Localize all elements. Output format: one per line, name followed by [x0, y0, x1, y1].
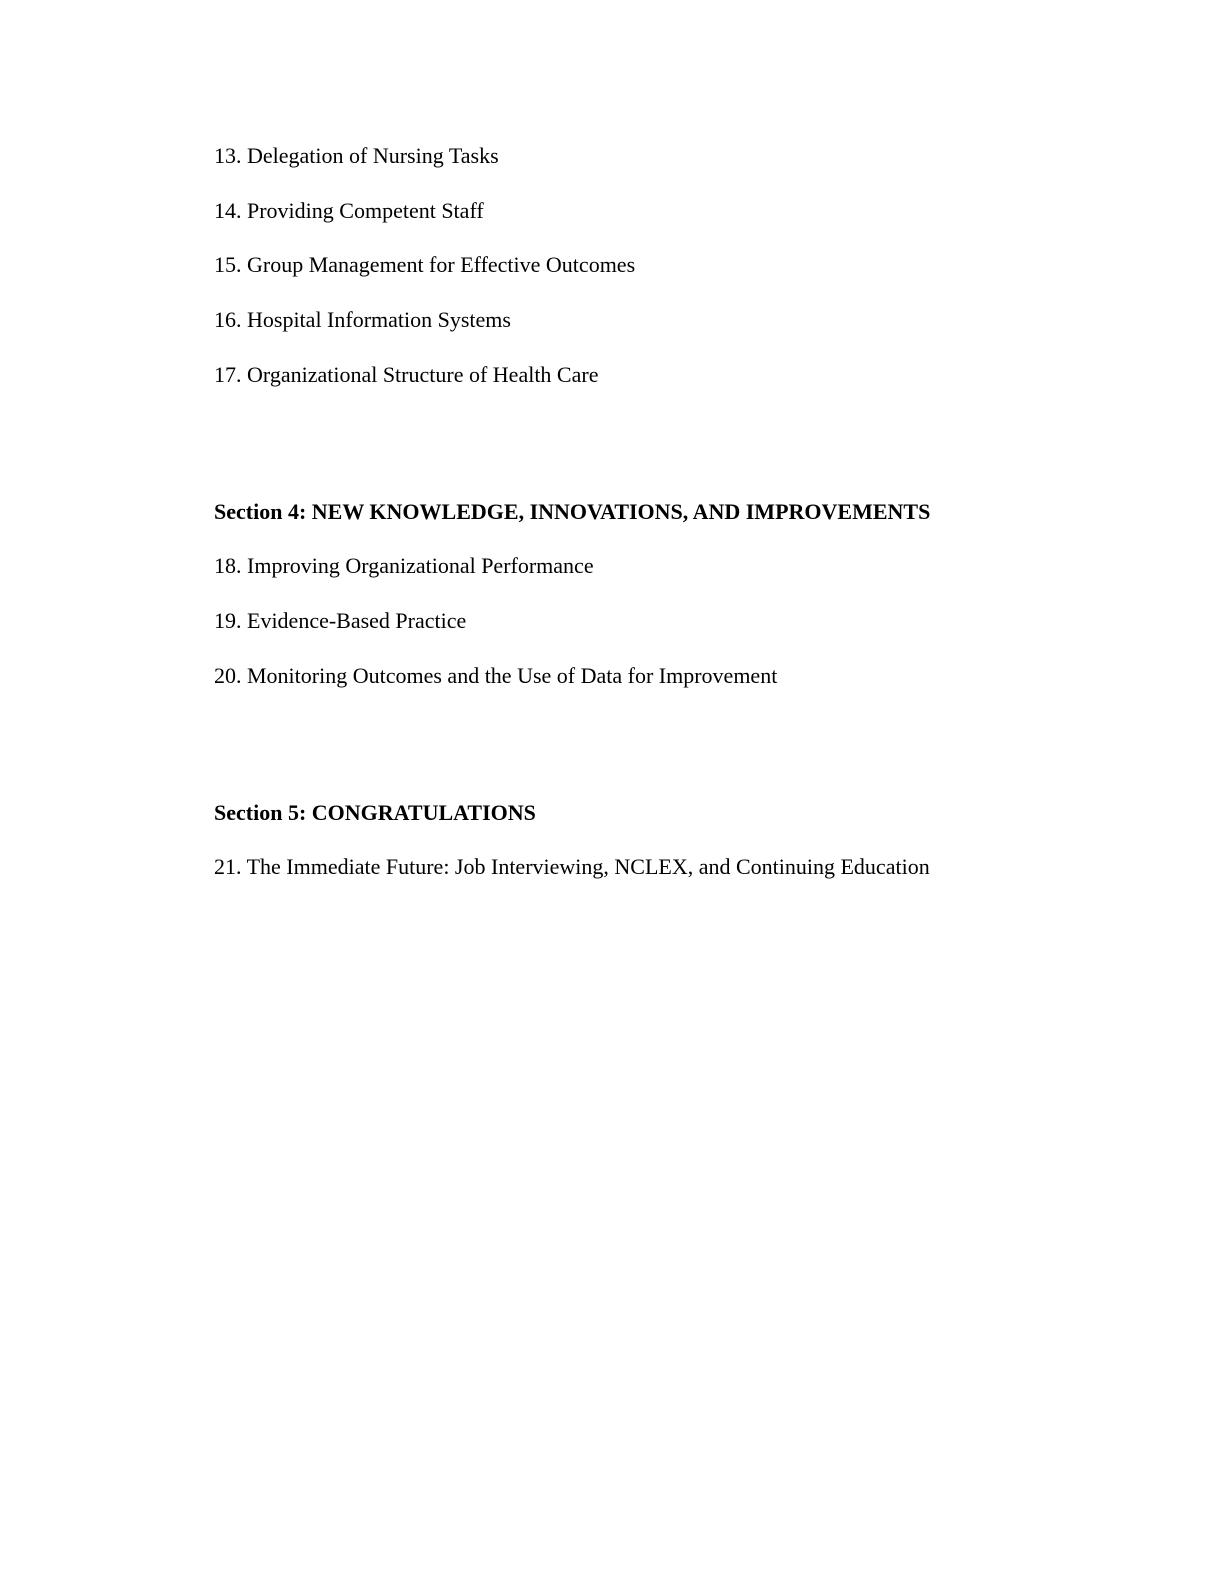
list-item-20: 20. Monitoring Outcomes and the Use of Data for Improvement	[214, 663, 778, 688]
list-item-17: 17. Organizational Structure of Health Care	[214, 362, 599, 387]
list-item-18: 18. Improving Organizational Performance	[214, 553, 594, 578]
list-item-13: 13. Delegation of Nursing Tasks	[214, 143, 499, 168]
list-item-15: 15. Group Management for Effective Outcomes	[214, 252, 636, 277]
list-item-19: 19. Evidence-Based Practice	[214, 608, 467, 633]
section-5-heading: Section 5: CONGRATULATIONS	[214, 800, 536, 825]
list-item-21: 21. The Immediate Future: Job Interviewing, NCLEX, and Continuing Education	[214, 854, 930, 879]
section-4-heading: Section 4: NEW KNOWLEDGE, INNOVATIONS, AND IMPROVEMENTS	[214, 499, 931, 524]
list-item-14: 14. Providing Competent Staff	[214, 198, 484, 223]
list-item-16: 16. Hospital Information Systems	[214, 307, 511, 332]
